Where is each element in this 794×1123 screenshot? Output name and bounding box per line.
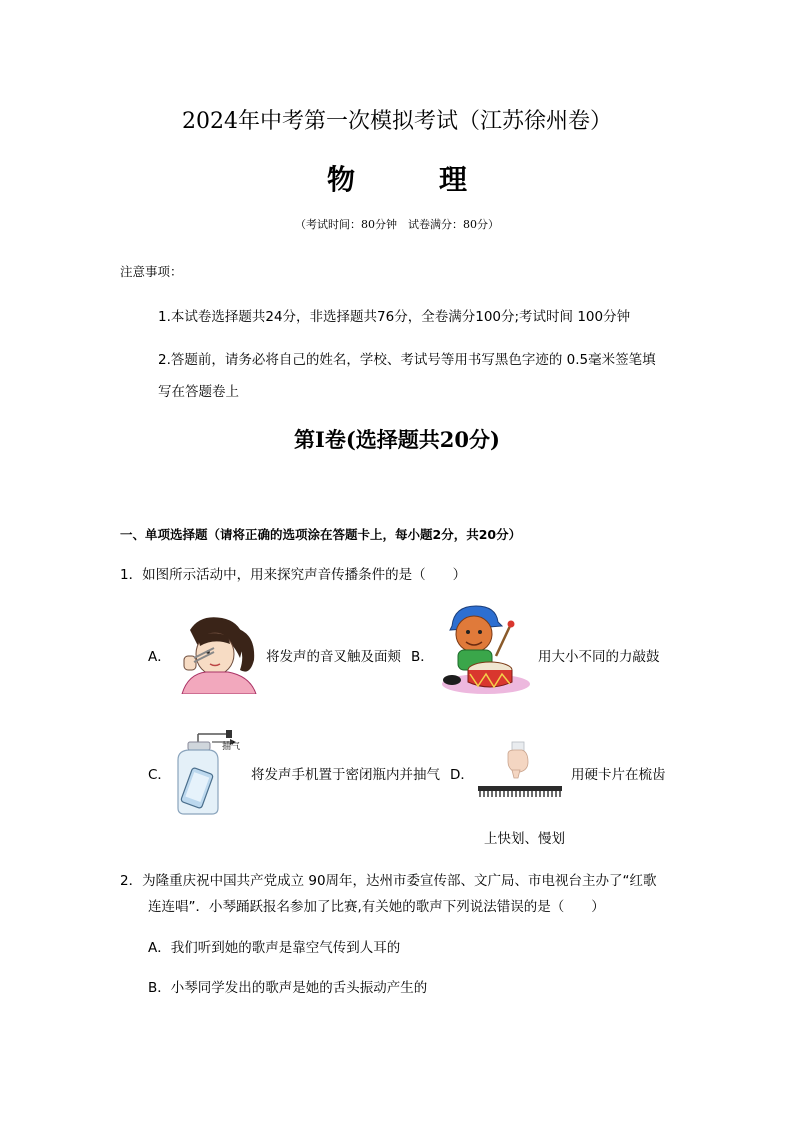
exam-info: （考试时间：80分钟 试卷满分：80分） [295,218,499,231]
question-2-stem-line2: 连连唱”．小琴踊跃报名参加了比赛,有关她的歌声下列说法错误的是（ ） [148,899,605,915]
section-heading: 一、单项选择题（请将正确的选项涂在答题卡上，每小题2分，共20分） [120,527,522,542]
q1-option-d-label: D． [450,767,474,783]
q1-option-a-text: 将发声的音叉触及面颊 [266,649,401,665]
part-title: 第I卷(选择题共20分) [294,427,500,452]
pump-label: 抽气 [222,742,241,752]
q2-option-a: A．我们听到她的歌声是靠空气传到人耳的 [148,940,401,956]
boy-drum-image [436,600,532,696]
exam-title: 2024年中考第一次模拟考试（江苏徐州卷） [182,109,612,134]
q1-option-b-label: B． [411,649,434,665]
notice-item-1: 1.本试卷选择题共24分，非选择题共76分，全卷满分100分;考试时间 100分钟 [158,309,631,325]
notice-heading: 注意事项： [120,264,183,279]
notice-item-2-line1: 2.答题前，请务必将自己的姓名，学校、考试号等用书写黑色字迹的 0.5毫米签笔填 [158,352,656,368]
q1-option-d-text: 用硬卡片在梳齿 [571,767,666,783]
question-2-stem-line1: 2．为隆重庆祝中国共产党成立 90周年，达州市委宣传部、文广局、市电视台主办了“红歌 [120,873,657,889]
question-1-stem: 1．如图所示活动中，用来探究声音传播条件的是（ ） [120,567,467,583]
girl-tuning-fork-image [170,610,262,694]
notice-item-2-line2: 写在答题卷上 [158,384,239,400]
q1-option-a-label: A． [148,649,171,665]
card-on-comb-image [474,736,566,800]
q1-option-c-text: 将发声手机置于密闭瓶内并抽气 [251,767,440,783]
subject-title: 物 理 [326,163,495,196]
q1-option-b-text: 用大小不同的力敲鼓 [538,649,660,665]
q1-option-d-text-continued: 上快划、慢划 [484,831,565,847]
q2-option-b: B．小琴同学发出的歌声是她的舌头振动产生的 [148,980,428,996]
q1-option-c-label: C． [148,767,171,783]
sealed-jar-phone-image [172,724,244,816]
